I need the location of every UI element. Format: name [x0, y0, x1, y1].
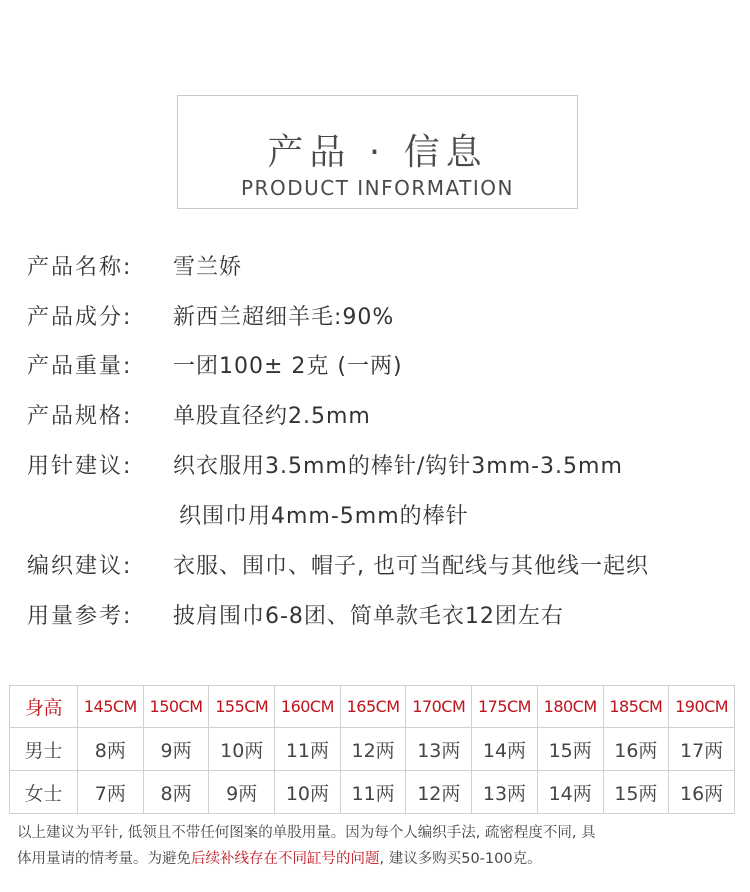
table-cell: 9两 — [209, 771, 275, 814]
table-row-men — [10, 728, 735, 771]
info-label: 用针建议: — [27, 454, 133, 479]
table-cell: 13两 — [406, 728, 472, 771]
table-header-label: 身高 — [10, 686, 78, 728]
table-cell: 11两 — [340, 771, 406, 814]
note-warning: 后续补线存在不同缸号的问题 — [191, 851, 380, 867]
table-cell: 12两 — [340, 728, 406, 771]
height-cell: 150CM — [143, 686, 209, 728]
table-cell: 17两 — [669, 728, 735, 771]
table-cell: 11两 — [275, 728, 341, 771]
row-label: 男士 — [10, 728, 78, 771]
table-cell: 8两 — [78, 728, 144, 771]
info-label: 产品成分: — [27, 305, 133, 330]
usage-note — [17, 820, 737, 872]
table-cell: 12两 — [406, 771, 472, 814]
table-cell: 16两 — [603, 728, 669, 771]
info-value: 衣服、围巾、帽子, 也可当配线与其他线一起织 — [173, 554, 649, 579]
height-cell: 180CM — [537, 686, 603, 728]
note-text: 体用量请的情考量。为避免 — [17, 851, 191, 867]
table-cell: 14两 — [537, 771, 603, 814]
table-cell: 16两 — [669, 771, 735, 814]
table-cell: 13两 — [472, 771, 538, 814]
note-line-2 — [17, 846, 737, 872]
table-cell: 15两 — [537, 728, 603, 771]
table-cell: 15两 — [603, 771, 669, 814]
height-cell: 160CM — [275, 686, 341, 728]
size-table — [9, 685, 735, 814]
info-value: 新西兰超细羊毛:90% — [173, 305, 395, 330]
info-value-line2: 织围巾用4mm-5mm的棒针 — [179, 504, 469, 529]
info-label: 产品规格: — [27, 404, 133, 429]
info-value: 单股直径约2.5mm — [173, 404, 371, 429]
table-cell: 14两 — [472, 728, 538, 771]
note-text: , 建议多购买50-100克。 — [379, 851, 542, 867]
table-cell: 10两 — [209, 728, 275, 771]
table-cell: 7两 — [78, 771, 144, 814]
table-cell: 10两 — [275, 771, 341, 814]
info-value: 雪兰娇 — [173, 255, 243, 280]
height-cell: 175CM — [472, 686, 538, 728]
page-subtitle: PRODUCT INFORMATION — [241, 176, 514, 200]
row-label: 女士 — [10, 771, 78, 814]
table-cell: 8两 — [143, 771, 209, 814]
info-label: 用量参考: — [27, 604, 133, 629]
info-label: 产品重量: — [27, 354, 133, 379]
page-title: 产品 · 信息 — [267, 132, 488, 173]
info-value: 织衣服用3.5mm的棒针/钩针3mm-3.5mm — [173, 454, 623, 479]
height-cell: 190CM — [669, 686, 735, 728]
table-header-row — [10, 686, 735, 728]
height-cell: 170CM — [406, 686, 472, 728]
info-label: 编织建议: — [27, 554, 133, 579]
table-cell: 9两 — [143, 728, 209, 771]
info-value: 一团100± 2克 (一两) — [173, 354, 403, 379]
height-cell: 155CM — [209, 686, 275, 728]
height-cell: 165CM — [340, 686, 406, 728]
info-label: 产品名称: — [27, 255, 133, 280]
note-line-1: 以上建议为平针, 低领且不带任何图案的单股用量。因为每个人编织手法, 疏密程度不同, 具 — [17, 825, 596, 841]
table-row-women — [10, 771, 735, 814]
title-box — [177, 95, 578, 209]
height-cell: 185CM — [603, 686, 669, 728]
height-cell: 145CM — [78, 686, 144, 728]
info-value: 披肩围巾6-8团、简单款毛衣12团左右 — [173, 604, 564, 629]
